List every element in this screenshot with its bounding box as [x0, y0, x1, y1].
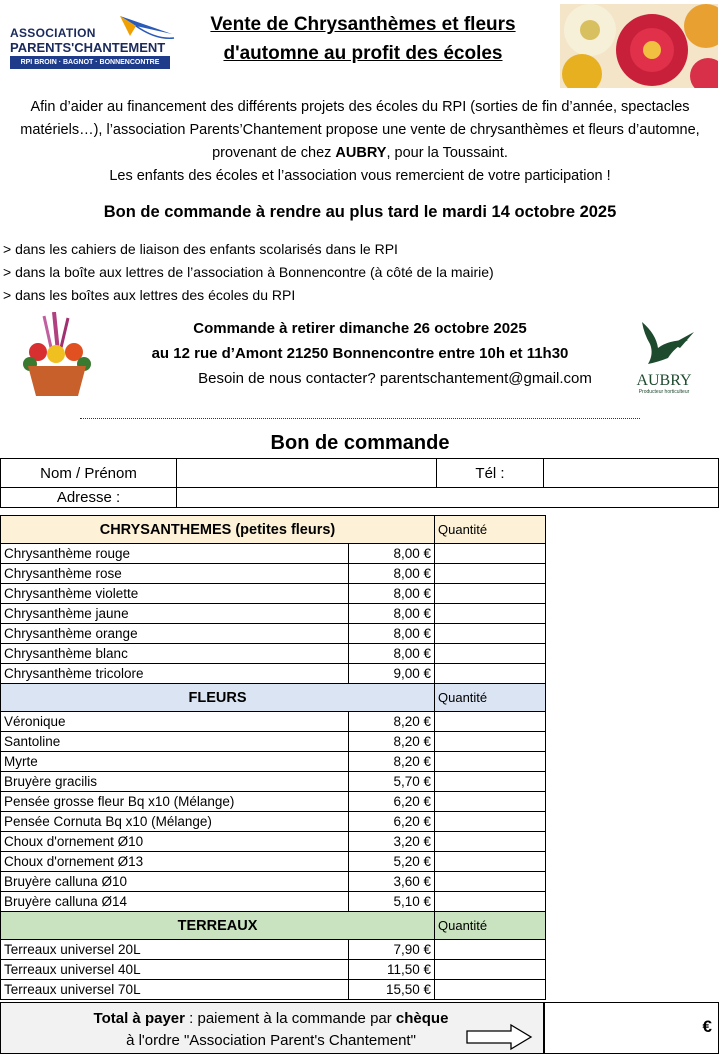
product-price: 8,00 € [349, 584, 435, 604]
product-name: Choux d'ornement Ø13 [1, 852, 349, 872]
section-header-row [1, 912, 546, 940]
logo-line-1: ASSOCIATION [10, 26, 96, 40]
quantity-header: Quantité [435, 516, 546, 544]
cut-line [80, 418, 640, 419]
product-name: Bruyère calluna Ø14 [1, 892, 349, 912]
title-line-2: d'automne au profit des écoles [223, 43, 503, 64]
table-row [1, 832, 546, 852]
aubry-logo [628, 318, 700, 395]
table-row [1, 624, 546, 644]
table-row [1, 892, 546, 912]
product-name: Chrysanthème rouge [1, 544, 349, 564]
quantity-header: Quantité [435, 684, 546, 712]
table-row [1, 872, 546, 892]
product-price: 9,00 € [349, 664, 435, 684]
aubry-bold: AUBRY [335, 145, 387, 161]
payee-line: à l'ordre "Association Parent's Chantement" [126, 1032, 416, 1049]
product-name: Bruyère gracilis [1, 772, 349, 792]
product-name: Chrysanthème jaune [1, 604, 349, 624]
quantity-input[interactable] [435, 960, 546, 980]
section-header-row [1, 516, 546, 544]
product-price: 3,60 € [349, 872, 435, 892]
address-label: Adresse : [1, 488, 177, 508]
section-title: TERREAUX [1, 912, 435, 940]
logo-line-2: PARENTS'CHANTEMENT [10, 40, 166, 55]
total-text: Total à payer : paiement à la commande par chèque à l'ordre "Association Parent's Chantement" [1, 1008, 541, 1052]
product-price: 8,00 € [349, 564, 435, 584]
intro-paragraph: Afin d’aider au financement des différents projets des écoles du RPI (sorties de fin d’année, spectacles matériels…), l’association Parents’Chantement propose une vente de chrysanthèmes et fleurs d’automne, provenant de chez AUBRY, pour la Toussaint. [20, 99, 700, 161]
name-label: Nom / Prénom [1, 459, 177, 488]
customer-info-table [0, 458, 719, 508]
product-price: 5,20 € [349, 852, 435, 872]
table-row [1, 644, 546, 664]
paper-plane-icon [116, 12, 176, 42]
product-price: 6,20 € [349, 792, 435, 812]
list-item: > dans les cahiers de liaison des enfants scolarisés dans le RPI [3, 241, 398, 257]
quantity-input[interactable] [435, 712, 546, 732]
flower-pot-photo [14, 312, 100, 398]
quantity-input[interactable] [435, 812, 546, 832]
product-name: Bruyère calluna Ø10 [1, 872, 349, 892]
section-title: CHRYSANTHEMES (petites fleurs) [1, 516, 435, 544]
quantity-input[interactable] [435, 664, 546, 684]
list-item: > dans la boîte aux lettres de l’association à Bonnencontre (à côté de la mairie) [3, 264, 494, 280]
quantity-input[interactable] [435, 940, 546, 960]
section-header-row [1, 684, 546, 712]
table-row [1, 732, 546, 752]
title-line-1: Vente de Chrysanthèmes et fleurs [210, 14, 516, 35]
table-row [1, 852, 546, 872]
quantity-input[interactable] [435, 772, 546, 792]
table-row [1, 960, 546, 980]
product-price: 8,00 € [349, 624, 435, 644]
quantity-input[interactable] [435, 604, 546, 624]
product-price: 7,90 € [349, 940, 435, 960]
quantity-input[interactable] [435, 892, 546, 912]
table-row [1, 564, 546, 584]
product-price: 8,20 € [349, 712, 435, 732]
product-name: Pensée Cornuta Bq x10 (Mélange) [1, 812, 349, 832]
association-logo [6, 12, 178, 74]
table-row [1, 712, 546, 732]
product-name: Myrte [1, 752, 349, 772]
page-title [188, 10, 538, 68]
chrysanthemum-photo [560, 4, 718, 88]
list-item: > dans les boîtes aux lettres des écoles du RPI [3, 287, 296, 303]
product-price: 8,00 € [349, 604, 435, 624]
table-row [1, 772, 546, 792]
arrow-right-icon [465, 1023, 533, 1051]
tel-input[interactable] [544, 459, 719, 488]
product-name: Terreaux universel 20L [1, 940, 349, 960]
product-price: 3,20 € [349, 832, 435, 852]
product-name: Véronique [1, 712, 349, 732]
product-price: 5,10 € [349, 892, 435, 912]
quantity-input[interactable] [435, 564, 546, 584]
table-row [1, 940, 546, 960]
pickup-address: au 12 rue d’Amont 21250 Bonnencontre entre 10h et 11h30 [151, 345, 569, 362]
quantity-input[interactable] [435, 644, 546, 664]
product-name: Chrysanthème violette [1, 584, 349, 604]
pickup-info [110, 316, 610, 391]
table-row [1, 604, 546, 624]
product-name: Chrysanthème orange [1, 624, 349, 644]
pickup-date: Commande à retirer dimanche 26 octobre 2025 [193, 320, 527, 337]
swallow-icon [628, 318, 700, 368]
product-price: 5,70 € [349, 772, 435, 792]
product-name: Terreaux universel 70L [1, 980, 349, 1000]
product-name: Santoline [1, 732, 349, 752]
product-name: Chrysanthème rose [1, 564, 349, 584]
quantity-input[interactable] [435, 872, 546, 892]
table-row [1, 584, 546, 604]
intro-text [0, 96, 720, 188]
table-row [1, 664, 546, 684]
aubry-tagline: Producteur horticulteur [638, 389, 690, 395]
currency-symbol: € [702, 1017, 712, 1036]
quantity-input[interactable] [435, 732, 546, 752]
quantity-input[interactable] [435, 584, 546, 604]
product-price: 11,50 € [349, 960, 435, 980]
product-price: 8,20 € [349, 732, 435, 752]
tel-label: Tél : [437, 459, 544, 488]
name-input[interactable] [177, 459, 437, 488]
products-table [0, 515, 546, 1000]
order-form-title: Bon de commande [270, 432, 450, 454]
quantity-input[interactable] [435, 980, 546, 1000]
product-price: 8,00 € [349, 544, 435, 564]
product-price: 8,00 € [349, 644, 435, 664]
logo-line-3: RPI BROIN · BAGNOT · BONNENCONTRE [10, 56, 170, 69]
address-input[interactable] [177, 488, 719, 508]
product-name: Chrysanthème tricolore [1, 664, 349, 684]
quantity-header: Quantité [435, 912, 546, 940]
product-name: Pensée grosse fleur Bq x10 (Mélange) [1, 792, 349, 812]
aubry-name: AUBRY [636, 372, 692, 389]
quantity-input[interactable] [435, 792, 546, 812]
table-row [1, 812, 546, 832]
product-price: 15,50 € [349, 980, 435, 1000]
product-name: Terreaux universel 40L [1, 960, 349, 980]
quantity-input[interactable] [435, 624, 546, 644]
product-name: Choux d'ornement Ø10 [1, 832, 349, 852]
quantity-input[interactable] [435, 852, 546, 872]
table-row [1, 980, 546, 1000]
return-locations-list [3, 238, 494, 307]
quantity-input[interactable] [435, 544, 546, 564]
product-price: 8,20 € [349, 752, 435, 772]
table-row [1, 752, 546, 772]
intro-thanks: Les enfants des écoles et l’association vous remercient de votre participation ! [109, 168, 611, 184]
deadline-heading: Bon de commande à rendre au plus tard le mardi 14 octobre 2025 [103, 203, 617, 221]
section-title: FLEURS [1, 684, 435, 712]
contact-line: Besoin de nous contacter? parentschantement@gmail.com [198, 370, 592, 387]
product-name: Chrysanthème blanc [1, 644, 349, 664]
total-box [0, 1002, 544, 1054]
table-row [1, 544, 546, 564]
quantity-input[interactable] [435, 752, 546, 772]
product-price: 6,20 € [349, 812, 435, 832]
quantity-input[interactable] [435, 832, 546, 852]
total-amount-field[interactable] [544, 1002, 719, 1054]
table-row [1, 792, 546, 812]
